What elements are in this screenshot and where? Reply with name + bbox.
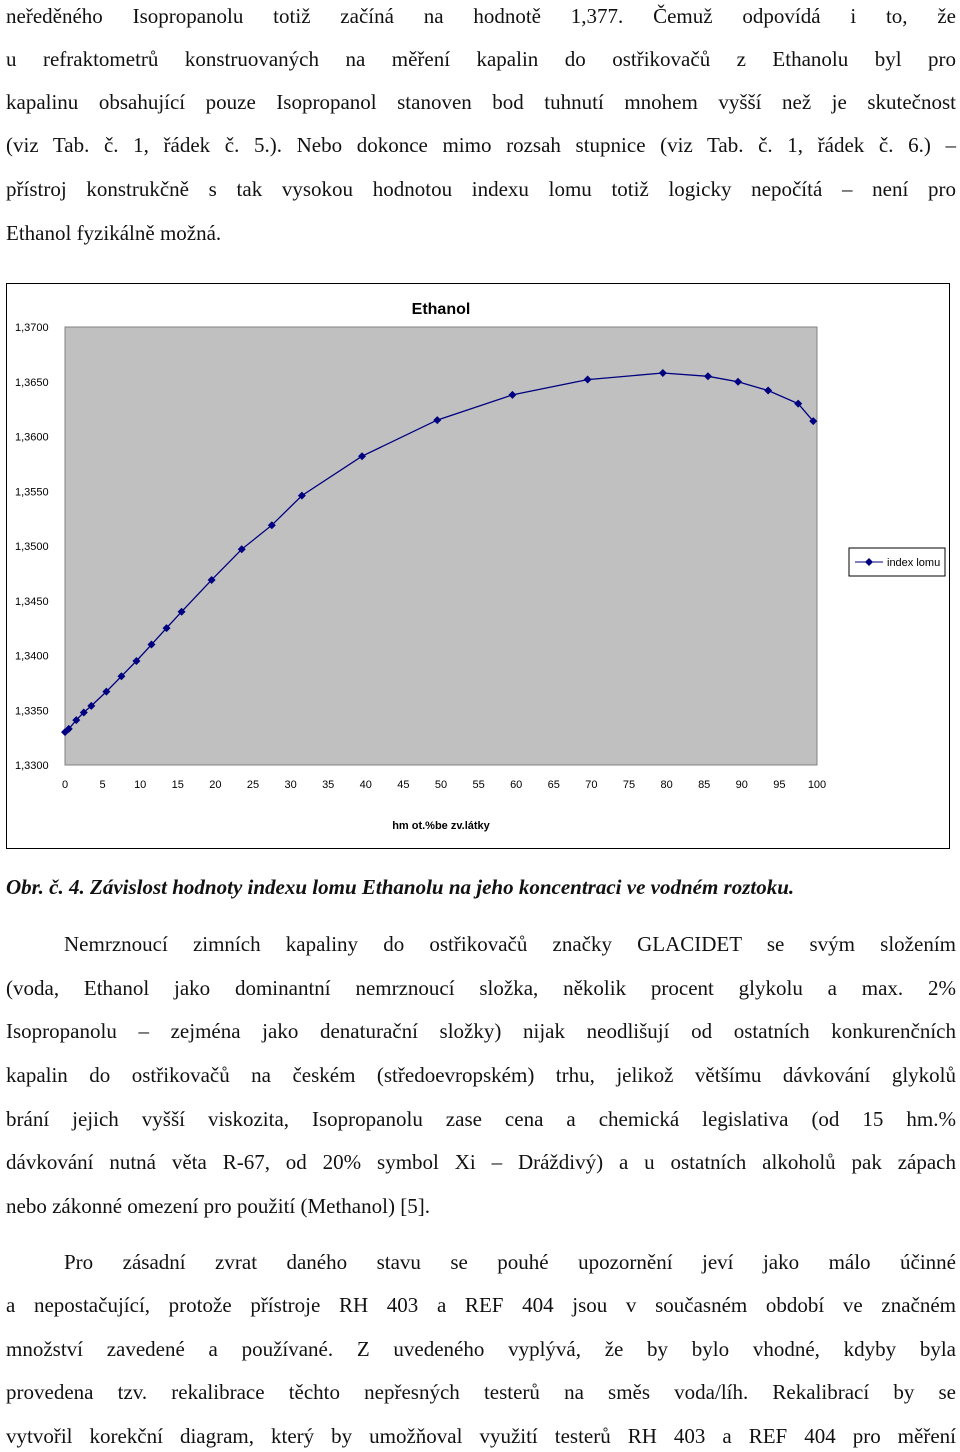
text-line: Nemrznoucí zimních kapaliny do ostřikovačů značky GLACIDET se svým složením — [64, 932, 956, 956]
figure-caption: Obr. č. 4. Závislost hodnoty indexu lomu Ethanolu na jeho koncentraci ve vodném roztoku. — [6, 875, 795, 899]
text-line: a nepostačující, protože přístroje RH 403 a REF 404 jsou v současném období ve značném — [6, 1293, 956, 1317]
x-tick-label: 35 — [322, 779, 335, 791]
y-tick-label: 1,3600 — [15, 431, 49, 444]
x-tick-label: 75 — [622, 779, 636, 791]
legend — [849, 548, 945, 576]
text-line: kapalinu obsahující pouze Isopropanol stanoven bod tuhnutí mnohem vyšší než je skutečnost — [6, 90, 956, 114]
y-tick-label: 1,3450 — [15, 595, 49, 608]
text-line: Pro zásadní zvrat daného stavu se pouhé upozornění jeví jako málo účinné — [64, 1250, 956, 1274]
x-tick-label: 30 — [284, 779, 297, 791]
text-line: dávkování nutná věta R-67, od 20% symbol Xi – Dráždivý) a u ostatních alkoholů pak zápach — [6, 1150, 956, 1174]
x-tick-label: 45 — [397, 779, 410, 791]
text-line: neředěného Isopropanolu totiž začíná na hodnotě 1,377. Čemuž odpovídá i to, že — [6, 4, 956, 28]
x-tick-label: 5 — [99, 779, 106, 791]
x-tick-label: 60 — [510, 779, 523, 791]
x-tick-label: 40 — [359, 779, 372, 791]
text-line: Isopropanolu – zejména jako denaturační složky) nijak neodlišují od ostatních konkurenčních — [6, 1019, 956, 1043]
x-tick-label: 55 — [472, 779, 485, 791]
text-line: kapalin do ostřikovačů na českém (středoevropském) trhu, jelikož většímu dávkování glykolů — [6, 1063, 956, 1087]
chart-frame — [6, 283, 950, 849]
x-tick-label: 15 — [171, 779, 184, 791]
x-tick-label: 85 — [698, 779, 711, 791]
y-tick-label: 1,3350 — [15, 705, 49, 718]
legend-label: index lomu — [887, 557, 941, 569]
y-tick-label: 1,3650 — [15, 376, 49, 389]
chart-title: Ethanol — [411, 301, 471, 318]
text-line: provedena tzv. rekalibrace těchto nepřesných testerů na směs voda/líh. Rekalibrací by se — [6, 1380, 956, 1404]
y-tick-label: 1,3500 — [15, 541, 49, 553]
plot-area — [65, 327, 817, 765]
chart-svg — [7, 284, 951, 850]
text-line: Ethanol fyzikálně možná. — [6, 221, 222, 245]
x-tick-label: 10 — [134, 779, 147, 791]
y-tick-label: 1,3400 — [15, 650, 49, 663]
x-tick-label: 100 — [807, 779, 827, 791]
text-line: množství zavedené a používané. Z uvedeného vyplývá, že by bylo vhodné, kdyby byla — [6, 1337, 956, 1361]
text-line: (voda, Ethanol jako dominantní nemrznoucí složka, několik procent glykolu a max. 2% — [6, 976, 956, 1000]
x-axis — [62, 779, 826, 791]
x-tick-label: 25 — [246, 779, 260, 791]
x-tick-label: 0 — [61, 779, 69, 791]
x-tick-label: 95 — [773, 779, 786, 791]
x-tick-label: 65 — [547, 779, 560, 791]
y-axis — [15, 322, 49, 772]
x-tick-label: 80 — [660, 779, 673, 791]
text-line: nebo zákonné omezení pro použití (Methanol) [5]. — [6, 1194, 430, 1218]
y-tick-label: 1,3300 — [15, 760, 49, 772]
x-axis-label: hm ot.%be zv.látky — [392, 820, 490, 832]
y-tick-label: 1,3550 — [15, 486, 49, 499]
x-tick-label: 20 — [209, 779, 222, 791]
text-line: (viz Tab. č. 1, řádek č. 5.). Nebo dokonce mimo rozsah stupnice (viz Tab. č. 1, řádek č. 6.) – — [6, 133, 956, 157]
x-tick-label: 70 — [585, 779, 598, 791]
y-tick-label: 1,3700 — [15, 322, 49, 334]
text-line: u refraktometrů konstruovaných na měření kapalin do ostřikovačů z Ethanolu byl pro — [6, 47, 956, 71]
text-line: brání jejich vyšší viskozita, Isopropanolu zase cena a chemická legislativa (od 15 hm.% — [6, 1107, 956, 1131]
text-line: přístroj konstrukčně s tak vysokou hodnotou indexu lomu totiž logicky nepočítá – není pro — [6, 177, 956, 201]
x-tick-label: 90 — [735, 779, 748, 791]
text-line: vytvořil korekční diagram, který by umožňoval využití testerů RH 403 a REF 404 pro měření — [6, 1424, 956, 1448]
x-tick-label: 50 — [434, 779, 448, 791]
